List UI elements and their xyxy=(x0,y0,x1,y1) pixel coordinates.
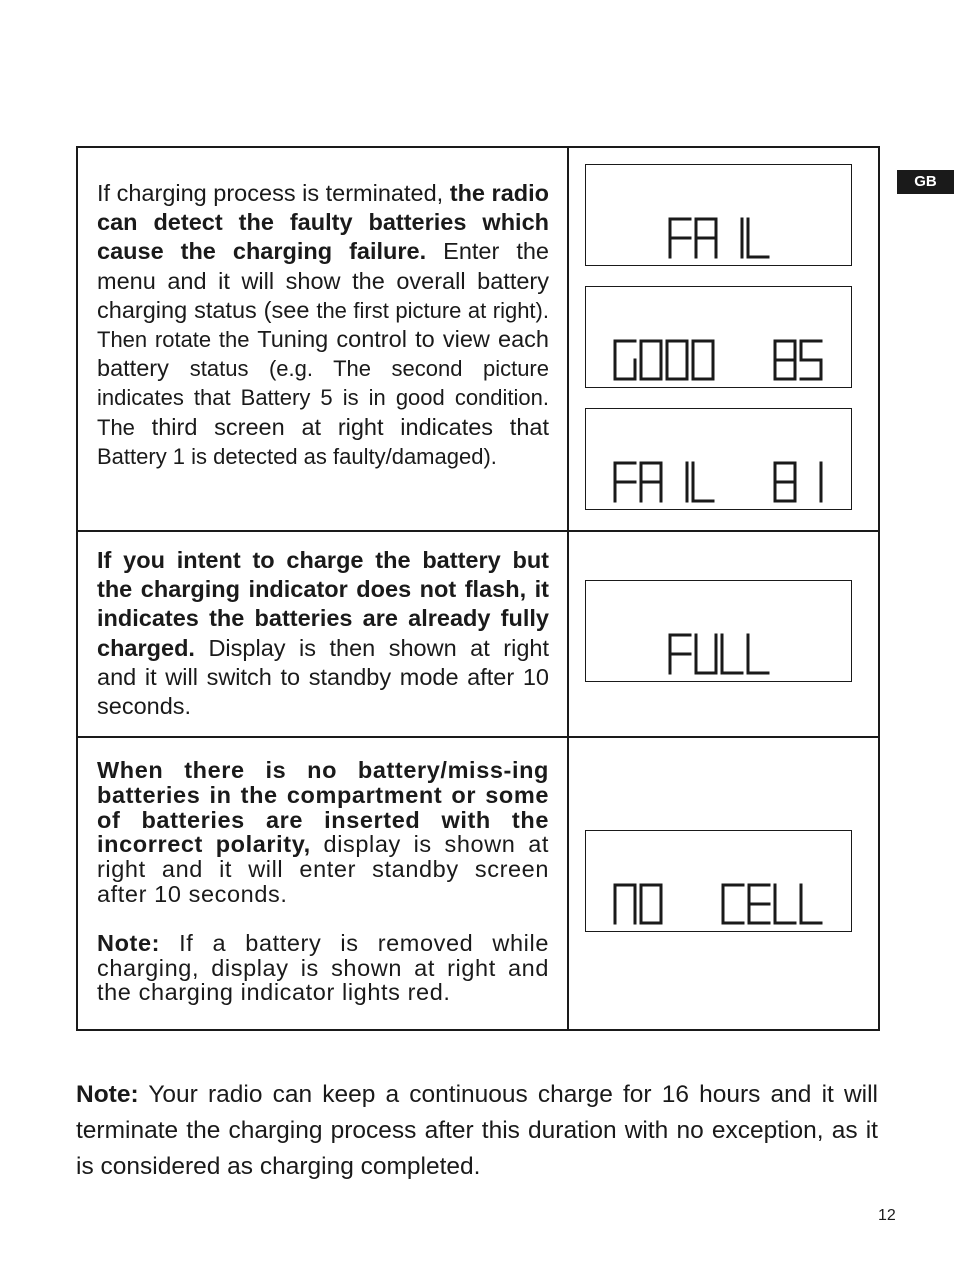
description-paragraph xyxy=(78,738,567,907)
text-span: Tuning control to view each battery xyxy=(97,326,549,382)
charging-status-table xyxy=(76,146,880,1031)
bold-text: If you intent to charge the battery but the charging indicator does not flash, it indicates the batteries are already fully charged. xyxy=(97,547,549,661)
display-cell xyxy=(568,531,879,737)
display-cell xyxy=(568,147,879,531)
note-label: Note: xyxy=(76,1081,139,1108)
page-number: 12 xyxy=(878,1207,896,1224)
text-span: Battery 1 is detected as faulty/damaged). xyxy=(97,443,497,469)
lcd-display xyxy=(585,580,852,682)
lcd-display xyxy=(585,286,852,388)
description-cell xyxy=(77,737,568,1030)
lcd-display xyxy=(585,408,852,510)
text-span: status (e.g. The second picture indicates that Battery 5 is in good condition. The xyxy=(97,356,549,440)
note-paragraph xyxy=(78,907,567,1005)
text-span: third screen at right indicates that xyxy=(134,413,549,440)
bold-text: When there is no battery/miss-ing batteries in the compartment or some of batteries are inserted with the incorrect polarity, xyxy=(97,757,549,858)
text-span: If charging process is terminated, xyxy=(97,180,450,206)
description-paragraph xyxy=(78,148,567,471)
bold-text: the radio can detect the faulty batteries which cause the charging failure. xyxy=(97,180,549,265)
table-row xyxy=(77,531,879,737)
lcd-display xyxy=(585,164,852,266)
note-text: If a battery is removed while charging, display is shown at right and the charging indicator lights red. xyxy=(97,929,549,1006)
lcd-readout xyxy=(586,409,850,508)
text-span: the first picture at right). Then rotate the xyxy=(97,297,549,353)
description-paragraph xyxy=(78,532,567,721)
table-row xyxy=(77,147,879,531)
lcd-readout xyxy=(586,581,850,680)
lcd-readout xyxy=(586,831,850,930)
lcd-readout xyxy=(586,287,850,386)
note-label: Note: xyxy=(97,929,161,956)
table-row xyxy=(77,737,879,1030)
lcd-display xyxy=(585,830,852,932)
description-cell xyxy=(77,147,568,531)
display-cell xyxy=(568,737,879,1030)
footer-note xyxy=(76,1077,878,1185)
lcd-readout xyxy=(586,165,850,264)
text-span: Display is then shown at right and it will switch to standby mode after 10 seconds. xyxy=(97,634,549,720)
description-cell xyxy=(77,531,568,737)
language-tab: GB xyxy=(897,170,954,194)
note-text: Your radio can keep a continuous charge for 16 hours and it will terminate the charging process after this duration with no exception, as it is considered as charging completed. xyxy=(76,1081,878,1180)
text-span: display is shown at right and it will enter standby screen after 10 seconds. xyxy=(97,831,549,907)
text-span: Enter the menu and it will show the overall battery charging status (see xyxy=(97,238,549,323)
